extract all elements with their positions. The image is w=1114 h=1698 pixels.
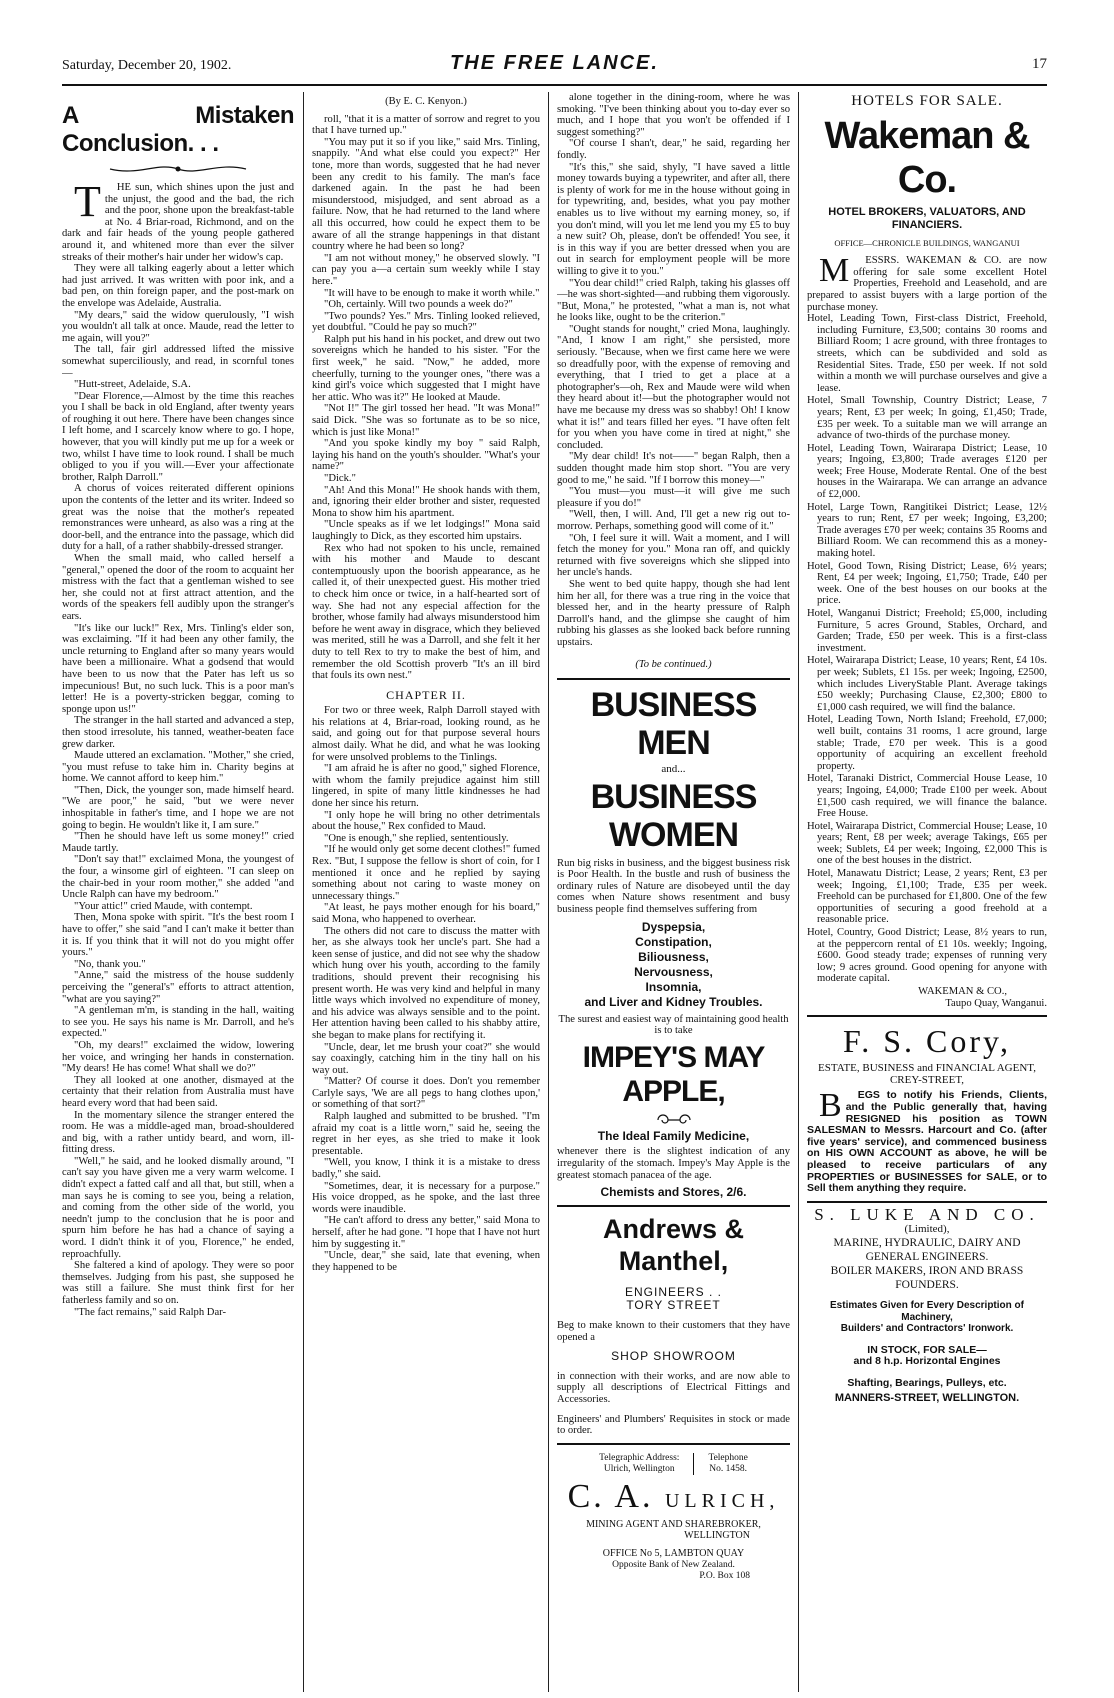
ailments-list [557, 920, 790, 1010]
hotels-ad [807, 93, 1047, 1009]
story-paragraph: "And you spoke kindly my boy " said Ralph, laying his hand on the youth's shoulder. "What's your name?" [312, 438, 540, 473]
story-byline: (By E. C. Kenyon.) [385, 96, 467, 107]
hotel-listing: Hotel, Wairarapa District; Lease, 10 years; Rent, £4 10s. per week; Sublets, £1 15s. per week; Ingoing, £2500, which includes LiveryStable Plant. Average takings £50 weekly; Purchasing Clause, £2,300; £800 to £1,000 cash required, we will find the balance. [807, 655, 1047, 713]
story-paragraph: The others did not care to discuss the matter with her, as she always took her uncle's part. She had a keen sense of justice, and did not see why the shadow which hung over his youth, according to the family traditions, should prevent their recognising his present worth. He was very kind and helpful in many little ways which involved no expenditure of money, and his advice was always sensible and to the point. Her attention having been called to his shabby attire, she began to make plans for rectifying it. [312, 925, 540, 1041]
ad-divider [557, 678, 790, 680]
story-paragraph: roll, "that it is a matter of sorrow and regret to you that I have turned up." [312, 113, 540, 137]
story-paragraph: A chorus of voices reiterated different opinions upon the contents of the letter and its writer. Indeed so great was the noise that the mother's repeated remonstrances were unheard, as also was a ring at the door-bell, and the entrance into the passage, which did duty for a hall, of a rather shabbily-dressed stranger. [62, 483, 294, 553]
cory-ad [807, 1023, 1047, 1195]
luke-shafting: Shafting, Bearings, Pulleys, etc. [847, 1376, 1007, 1389]
scroll-ornament-icon [654, 1113, 694, 1127]
andrews-role: ENGINEERS . . [624, 1284, 723, 1299]
business-ad-closing: The surest and easiest way of maintaining good health is to take [558, 1013, 789, 1037]
story-paragraph: "Then, Dick, the younger son, made himself heard. "We are poor," he said, "but we were never inhospitable in father's time, and I hope we are not going to begin. He wouldn't like it, I am sure." [62, 784, 294, 831]
story-paragraph: "I am afraid he is after no good," sighed Florence, with whom the family prejudice against him still lingered, in spite of many little kindnesses he had done her since his return. [312, 763, 540, 810]
story-paragraph: "A gentleman m'm, is standing in the hall, waiting to see you. He says his name is Mr. Darroll, and he's expected." [62, 1005, 294, 1040]
story-paragraph: The tall, fair girl addressed lifted the missive somewhat superciliously, and read, in scornful tones — [62, 344, 294, 379]
flourish-ornament-icon [108, 162, 248, 176]
story-paragraph: Rex who had not spoken to his uncle, remained with his mother and Maude to descant contemptuously upon the boorish appearance, as he called it, of their unexpected guest. His mother tried to check him once or twice, in a half-hearted sort of way. She had not any especial affection for the brother, whose family had always misunderstood him before he went away in disgrace, which they believed was merited, still he was a Darroll, and she felt it her duty to tell Rex to try to make the best of him, and remember the old Scottish proverb "It's an ill bird that fouls its own nest." [312, 542, 540, 682]
hotel-listing: Hotel, Leading Town, North Island; Freehold, £7,000; well built, contains 31 rooms, 1 acre ground, large stable; Trade, £70 per week. This is a good opportunity of acquiring an excellent freehold property. [807, 714, 1047, 772]
hotel-listing: Hotel, Manawatu District; Lease, 2 years; Rent, £3 per week; Ingoing, £1,100; Trade, £35 per week. Freehold can be purchased for £1,800. One of the few opportunities of securing a good freehold at a reasonable price. [807, 868, 1047, 926]
story-paragraph: "My dear child! It's not——" began Ralph, then a sudden thought made him stop short. "You are very good to me," he said. "If I borrow this money—" [557, 451, 790, 486]
story-paragraph: They were all talking eagerly about a letter which had just arrived. It was written with poor ink, and a bad pen, on thin foreign paper, and the post-mark on the envelope was Adelaide, Australia. [62, 263, 294, 309]
story-paragraph: "It's this," she said, shyly, "I have saved a little money towards buying a typewriter, and after all, there is plenty of work for me in the house without going in for typewriting, and, besides, what you pay mother enables us to live without my earning money, so, if you don't mind, will you let me lend you my £5 to buy a new suit? Oh, please, don't be offended! You see, it is in this way if you are better dressed when you are out in search for employment people will be more willing to give it to you." [557, 161, 790, 277]
luke-stock: IN STOCK, FOR SALE— [867, 1343, 987, 1356]
ulrich-opposite: Opposite Bank of New Zealand. [612, 1559, 735, 1570]
hotel-listings [807, 313, 1047, 985]
story-paragraph: "It will have to be enough to make it worth while." [324, 287, 540, 299]
luke-founders: BOILER MAKERS, IRON AND BRASS FOUNDERS. [830, 1264, 1024, 1291]
masthead-rule [62, 84, 1047, 86]
story-paragraph: "You may put it so if you like," said Mrs. Tinling, snappily. "And what else could you expect?" Her tone, more than words, suggested that he had never been any credit to his family. The man's face darkened again. In the past he had been misunderstood, misjudged, and sent abroad as a failure. Now, that he had returned to the land where all this occurred, how could he expect them to be aware of all the strange happenings in that distant country where he had been so long? [312, 136, 540, 253]
story-paragraph: For two or three week, Ralph Darroll stayed with his relations at 4, Briar-road, looking round, as he said, and going out for that purpose several hours almost daily. What he did, and what he was looking for were unsolved problems to the Tinlings. [312, 705, 540, 763]
story-paragraph: "Oh, my dears!" exclaimed the widow, lowering her voice, and wringing her hands in consternation. "My dears! He has come! What shall we do?" [62, 1039, 294, 1075]
ailment-item: Biliousness, [638, 949, 709, 964]
ulrich-role: MINING AGENT AND SHAREBROKER, [586, 1518, 761, 1530]
story-paragraph: "Dear Florence,—Almost by the time this reaches you I shall be back in old England, after twenty years of roughing it out here. There have been changes since I left home, and I scarcely know where to go. I hope, however, that you will kindly put me up for a week or two, whilst I have time to look round. I shall be much obliged to you if you will.—Ever your affectionate brother, Ralph Darroll." [62, 390, 294, 483]
story-paragraph: "Dick." [324, 473, 356, 484]
story-paragraph: "Well, you know, I think it is a mistake to dress badly," she said. [312, 1157, 540, 1181]
drop-cap: M [819, 252, 850, 290]
ulrich-contact-row [557, 1453, 790, 1475]
ulrich-city: WELLINGTON [684, 1530, 750, 1542]
story-paragraph: "Matter? Of course it does. Don't you remember Carlyle says, 'We are all pegs to hang clothes upon,' or something of that sort?" [312, 1076, 540, 1111]
hotel-listing: Hotel, Wairarapa District, Commercial House; Lease, 10 years; Rent, £8 per week; average Takings, £65 per week; Sublets, £4 per week; Ingoing, £2,000 This is one of the best houses in the district. [807, 820, 1047, 867]
ad-divider [557, 1443, 790, 1445]
story-paragraph: "No, thank you." [74, 958, 146, 970]
ailment-item: Constipation, [635, 934, 712, 949]
story-paragraph: "You dear child!" cried Ralph, taking his glasses off—he was short-sighted—and rubbing them vigorously. "But, Mona," he protested, "what a man is, not what he looks like, ought to be the criterion." [557, 277, 790, 324]
story-paragraph: "Hutt-street, Adelaide, S.A. [74, 379, 191, 391]
luke-name: S. LUKE AND CO. [814, 1204, 1040, 1224]
story-paragraph: "Sometimes, dear, it is necessary for a purpose." His voice dropped, as he spoke, and the last three words were inaudible. [312, 1180, 540, 1215]
andrews-intro: Beg to make known to their customers that they have opened a [557, 1320, 790, 1343]
story-paragraph: "Well," he said, and he looked dismally around, "I can't say you have given me a very warm welcome. I didn't expect a fatted calf and all that, but still, when a man says he is coming to see you, being a relation, and coming from the other side of the world, you needn't jump to the conclusion that he is poor and spurn him before he has had a chance of saying a word. I didn't think it of you, Florence," he ended, reproachfully. [62, 1155, 294, 1260]
luke-engines: and 8 h.p. Horizontal Engines [853, 1355, 1001, 1368]
ads-column [807, 92, 1047, 1690]
ulrich-telegraphic: Telegraphic Address: Ulrich, Wellington [599, 1452, 680, 1474]
story-paragraph: "One is enough," she replied, sententiously. [324, 832, 509, 844]
story-paragraph: "Your attic!" cried Maude, with contempt. [74, 900, 253, 912]
luke-estimates: Estimates Given for Every Description of Machinery, [830, 1299, 1024, 1323]
story-paragraph: "Well, then, I will. And, I'll get a new rig out to-morrow. Perhaps, something good will come of it." [557, 509, 790, 532]
story-paragraph: "At least, he pays mother enough for his board," said Mona, who happened to overhear. [312, 902, 540, 925]
story-paragraph: "Two pounds? Yes." Mrs. Tinling looked relieved, yet doubtful. "Could he pay so much?" [312, 310, 540, 334]
story-paragraph: "Of course I shan't, dear," he said, regarding her fondly. [557, 138, 790, 161]
hotels-heading: HOTELS FOR SALE. [851, 93, 1003, 109]
andrews-footer: Engineers' and Plumbers' Requisites in stock or made to order. [557, 1413, 790, 1437]
hotel-listing: Hotel, Leading Town, First-class District, Freehold, including Furniture, £3,500; contains 30 rooms and Billiard Room; 1 acre ground, with three frontages to streets, which can be subdivided and sold as Residential Sites. Trade, £50 per week. If not sold within a month we will purchase ourselves and give a lease. [807, 313, 1047, 394]
cory-body: B EGS to notify his Friends, Clients, and the Public generally that, having RESIGNED his position as TOWN SALESMAN to Messrs. Harcourt and Co. (after five years' service), and commenced business on HIS OWN ACCOUNT as above, he will be pleased to receive particulars of any PROPERTIES or BUSINESSES for SALE, or to Sell them anything they require. [807, 1087, 1047, 1195]
story-column-2-body [312, 114, 540, 682]
impey-description: whenever there is the slightest indication of any irregularity of the stomach. Impey's May Apple is the greatest stomach panacea of the age. [557, 1146, 790, 1181]
cory-name: F. S. Cory, [843, 1023, 1011, 1060]
story-column-3 [557, 92, 790, 1690]
story-paragraph: "Uncle, dear, let me brush your coat?" she would say coaxingly, catching him in the tiny hall on his way out. [312, 1041, 540, 1076]
luke-address: MANNERS-STREET, WELLINGTON. [834, 1392, 1020, 1405]
business-ad-body: Run big risks in business, and the biggest business risk is Poor Health. In the bustle and rush of business the ordinary rules of Nature are disobeyed until the day comes when Nature shows resentment and busy business people find themselves suffering from [557, 857, 790, 916]
ulrich-name: C. A. ULRICH, [567, 1477, 780, 1515]
wakeman-address: Taupo Quay, Wanganui. [945, 997, 1047, 1009]
story-paragraph: When the small maid, who called herself a "general," opened the door of the room to acquaint her mistress with the fact that a gentleman wished to see her, she could not at first attract attention, and the words of the speakers fell audibly upon the stranger's ears. [62, 553, 294, 622]
story-paragraph: "Not I!" The girl tossed her head. "It was Mona!" said Dick. "She was so fortunate as to be so nice, which is just like Mona!" [312, 403, 540, 438]
story-paragraph: In the momentary silence the stranger entered the room. He was a middle-aged man, broad-shouldered and big, with a rather untidy beard, and worn, ill-fitting dress. [62, 1109, 294, 1156]
wakeman-intro: M ESSRS. WAKEMAN & CO. are now offering for sale some excellent Hotel Properties, Freehold and Leasehold, and are prepared to assist buyers with a large portion of the purchase money. [807, 252, 1047, 313]
story-paragraph: Ralph laughed and submitted to be brushed. "I'm afraid my coat is a little worn," said he, seeing the regret in her eyes, as she tried to make it look presentable. [312, 1111, 540, 1157]
hotel-listing: Hotel, Large Town, Rangitikei District; Lease, 12½ years to run; Rent, £7 per week; Ingoing, £3,200; Trade averages £70 per week; contains 35 Rooms and Billiard Room. We can recommend this as a money-making hotel. [807, 501, 1047, 560]
wakeman-signature: WAKEMAN & CO., [918, 986, 1007, 997]
hotel-listing: Hotel, Country, Good District; Lease, 8½ years to run, at the peppercorn rental of £1 10s. weekly; Ingoing, £600. Good steady trade; expenses of running very low; 9 acres ground. Good opening for anyone with moderate capital. [807, 927, 1047, 985]
story-paragraph: "He can't afford to dress any better," said Mona to herself, after he had gone. "I hope that I have not hurt him by suggesting it." [312, 1215, 540, 1250]
to-be-continued: (To be continued.) [635, 658, 712, 670]
column-rule-3 [798, 92, 799, 1692]
andrews-manthel-ad [557, 1213, 790, 1437]
ailment-item: Nervousness, [634, 964, 713, 979]
ad-divider [807, 1015, 1047, 1017]
impey-tagline: The Ideal Family Medicine, [597, 1128, 750, 1143]
ulrich-telephone: Telephone No. 1458. [708, 1452, 748, 1474]
ailment-item: Dyspepsia, [641, 919, 706, 934]
business-women-heading: BUSINESS WOMEN [590, 777, 757, 854]
story-paragraph: The stranger in the hall started and advanced a step, then stood irresolute, his tanned, weather-beaten face grew darker. [62, 715, 294, 750]
column-rule-1 [303, 92, 304, 1692]
masthead [62, 52, 1047, 82]
story-paragraph: "I am not without money," he observed slowly. "I can pay you a—a certain sum weekly while I stay here." [312, 252, 540, 287]
story-paragraph: "I only hope he will bring no other detrimentals about the house," Rex confided to Maud. [312, 809, 540, 833]
story-title: A Mistaken Conclusion. . . [62, 102, 294, 157]
story-paragraph: alone together in the dining-room, where he was smoking. "I've been thinking about you to-day ever so much, and I hope that you won't be offended if I suggest something?" [557, 92, 790, 138]
story-paragraph: "My dears," said the widow querulously, "I wish you wouldn't all talk at once. Maude, read the letter to me again, will you?" [62, 309, 294, 344]
story-paragraph: "Uncle, dear," she said, late that evening, when they happened to be [312, 1250, 540, 1273]
story-paragraph: "Oh, I feel sure it will. Wait a moment, and I will fetch the money for you." Mona ran off, and quickly returned with five sovereigns which she slipped into her uncle's hands. [557, 532, 790, 579]
luke-limited: (Limited), [904, 1223, 950, 1236]
paper-title: THE FREE LANCE. [450, 52, 659, 74]
story-column-1-body [62, 263, 294, 1318]
ailment-item: Insomnia, [645, 979, 702, 994]
story-opening-paragraph: T HE sun, which shines upon the just and the unjust, the good and the bad, the rich and the poor, shone upon the breakfast-table at No. 4 Briar-road, Richmond, and on the dark and fair heads of the young people gathered around it, and whitened more than ever the silver streaks of their mother's hair under her widow's cap. [62, 177, 294, 263]
hotel-listing: Hotel, Taranaki District, Commercial House Lease, 10 years; Ingoing, £4,000; Trade £100 per week. About £1,500 cash required, we will finance the balance. Free House. [807, 773, 1047, 820]
story-paragraph: She faltered a kind of apology. They were so poor themselves. Judging from his past, she supposed he was still a failure. She must think first for her fatherless family and so on. [62, 1260, 294, 1306]
story-column-1 [62, 92, 294, 1690]
luke-builders: Builders' and Contractors' Ironwork. [840, 1323, 1014, 1335]
hotel-listing: Hotel, Leading Town, Wairarapa District; Lease, 10 years; Ingoing, £3,800; Trade averages £120 per week; Free House, Moderate Rental. One of the best houses in the Wairarapa. We can arrange an advance of £2,000. [807, 442, 1047, 501]
business-and: and... [661, 763, 686, 776]
story-paragraph: "Uncle speaks as if we let lodgings!" Mona said laughingly to Dick, as they escorted him upstairs. [312, 519, 540, 542]
cory-street: CREY-STREET, [889, 1073, 965, 1086]
story-paragraph: "If he would only get some decent clothes!" fumed Rex. "But, I suppose the fellow is short of coin, for I mentioned it once and he replied by saying something about not caring to waste money on unnecessary things." [312, 844, 540, 902]
story-paragraph: "Anne," said the mistress of the house suddenly perceiving the "general's" efforts to attract attention, "what are you saying?" [62, 970, 294, 1005]
business-men-heading: BUSINESS MEN [590, 686, 757, 763]
story-column-2 [312, 92, 540, 1690]
page-number: 17 [1032, 56, 1047, 72]
luke-ad [807, 1204, 1047, 1405]
ulrich-office: OFFICE No 5, LAMBTON QUAY [602, 1547, 745, 1559]
ad-divider [557, 1205, 790, 1207]
story-paragraph: They all looked at one another, dismayed at the certainty that their relation from Australia must have heard every word that had been said. [62, 1074, 294, 1109]
ulrich-box: P.O. Box 108 [699, 1571, 750, 1582]
story-paragraph: "Oh, certainly. Will two pounds a week do?" [324, 299, 513, 311]
ulrich-ad [557, 1453, 790, 1583]
column-rule-2 [548, 92, 549, 1692]
story-paragraph: Then, Mona spoke with spirit. "It's the best room I have to offer," she said "and I can't make it better than it is. If you think that it will not do you might offer yours." [62, 912, 294, 959]
story-paragraph: She went to bed quite happy, though she had lent him her all, for there was a true ring in the voice that blessed her, and in the hearty pressure of Ralph Darroll's hand, and the glimpse she caught of him rubbing his glasses as she looked back before running upstairs. [557, 578, 790, 648]
story-paragraph: "The fact remains," said Ralph Dar- [74, 1306, 226, 1318]
issue-date: Saturday, December 20, 1902. [62, 58, 232, 73]
luke-engineers: MARINE, HYDRAULIC, DAIRY AND GENERAL ENGINEERS. [833, 1236, 1021, 1263]
wakeman-firm-name: Wakeman & Co. [824, 114, 1030, 201]
story-paragraph: Maude uttered an exclamation. "Mother," she cried, "you must refuse to take him in. Charity begins at home. We cannot afford to keep him." [62, 750, 294, 785]
wakeman-subtitle: HOTEL BROKERS, VALUATORS, AND FINANCIERS. [828, 205, 1026, 231]
andrews-street: TORY STREET [626, 1298, 721, 1313]
story-paragraph: "Then he should have left us some money!" cried Maude tartly. [62, 831, 294, 854]
story-paragraph: "Don't say that!" exclaimed Mona, the youngest of the four, a winsome girl of eighteen. "I can sleep on the chair-bed in your room mother," she added "and Uncle Ralph can have my bedroom." [62, 854, 294, 901]
business-ad [557, 686, 790, 1199]
chapter-two-body [312, 705, 540, 1273]
andrews-manthel-name: Andrews & Manthel, [602, 1213, 745, 1276]
story-paragraph: "You must—you must—it will give me such pleasure if you do!" [557, 486, 790, 509]
drop-cap: T [74, 177, 101, 226]
andrews-body: in connection with their works, and are now able to supply all descriptions of Electrical Fittings and Accessories. [557, 1370, 790, 1405]
story-paragraph: "Ought stands for nought," cried Mona, laughingly. "And, I know I am right," she persisted, more seriously. "Because, when we first came here we were so dreadfully poor, with the expense of removing and everything, that I tried to get a place at a photographer's—oh, Rex and Maude were wild when they heard about it!—but the photographer would not have me because my dress was so shabby! Oh! I know what it is!" and tears filled her eyes. "I have often felt for you when you have come in tired at night," she concluded. [557, 323, 790, 451]
story-paragraph: "Ah! And this Mona!" He shook hands with them, and, ignoring their elder brother and sister, requested Mona to show him his apartment. [312, 484, 540, 519]
wakeman-office: OFFICE—CHRONICLE BUILDINGS, WANGANUI [834, 237, 1020, 248]
andrews-showroom: SHOP SHOWROOM [611, 1349, 736, 1364]
hotel-listing: Hotel, Small Township, Country District; Lease, 7 years; Rent, £3 per week; In going, £1,450; Trade, £35 per week. To a suitable man we will arrange an advance of two-thirds of the purchase money. [807, 395, 1047, 442]
impey-sellers: Chemists and Stores, 2/6. [600, 1185, 747, 1200]
drop-cap: B [819, 1087, 842, 1125]
hotel-listing: Hotel, Good Town, Rising District; Lease, 6½ years; Rent, £4 per week; Ingoing, £1,750; Trade, £40 per week. One of the best houses on our books at the price. [807, 560, 1047, 607]
hotel-listing: Hotel, Wanganui District; Freehold; £5,000, including Furniture, 5 acres Ground, Stables, Orchard, and Garden; Trade, £50 per week. This is a first-class investment. [807, 608, 1047, 654]
story-paragraph: Ralph put his hand in his pocket, and drew out two sovereigns which he handed to his sister. "For the first week," he said. "Now," he added, more cheerfully, turning to the younger ones, "there was a kind girl's voice which suggested that I might have her attic. Who was it?" He looked at Maude. [312, 333, 540, 403]
impey-product-name: IMPEY'S MAY APPLE, [582, 1040, 765, 1108]
story-column-3-body [557, 92, 790, 649]
ad-divider [807, 1201, 1047, 1203]
chapter-heading: CHAPTER II. [386, 687, 466, 702]
cory-title: ESTATE, BUSINESS and FINANCIAL AGENT, [818, 1062, 1036, 1075]
story-paragraph: "It's like our luck!" Rex, Mrs. Tinling's elder son, was exclaiming. "If it had been any other family, the uncle returning to England after so many years would have been a millionaire. What a godsend that would have been to us now that the Pater has left us so impecunious! But, no such luck. This is a poor man's letter! He is a poverty-stricken beggar, coming to sponge upon us!" [62, 622, 294, 715]
ailment-item: and Liver and Kidney Troubles. [584, 994, 763, 1009]
